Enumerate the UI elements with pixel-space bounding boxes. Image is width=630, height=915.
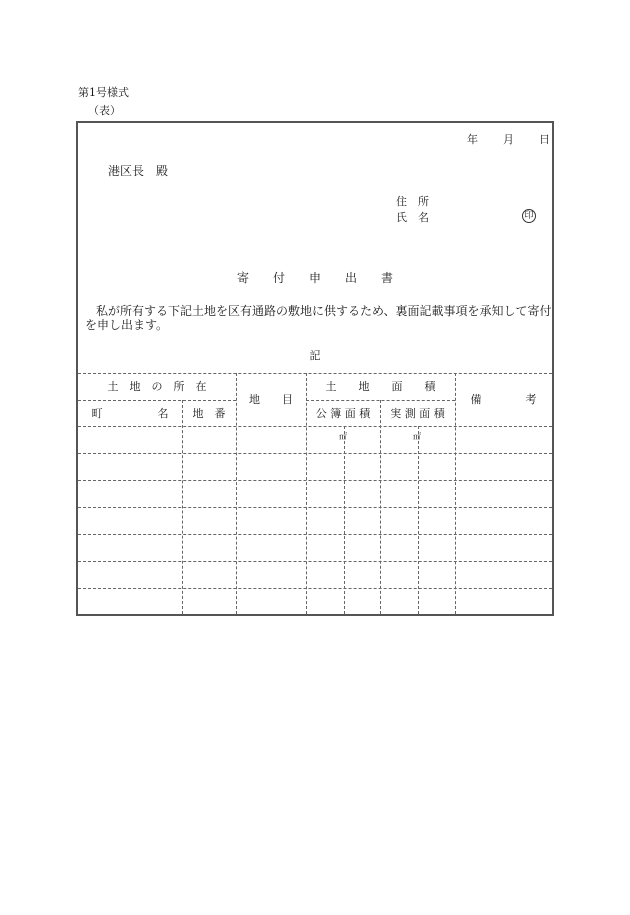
body-text-line1: 私が所有する下記土地を区有通路の敷地に供するため、裏面記載事項を承知して寄付 — [96, 304, 552, 318]
unit-official-area: ㎡ — [339, 432, 347, 441]
body-text-line2: を申し出ます。 — [85, 318, 169, 332]
table-row-line-4 — [78, 534, 552, 535]
header-lot-number: 地 番 — [192, 407, 226, 420]
form-side-label: （表） — [88, 104, 121, 117]
address-label: 住 所 — [396, 195, 429, 208]
addressee: 港区長 殿 — [108, 164, 169, 178]
table-header-mid-line-left — [78, 400, 236, 401]
document-title: 寄 付 申 出 書 — [236, 271, 393, 285]
form-number: 第1号様式 — [78, 86, 129, 99]
ki-label: 記 — [309, 349, 321, 362]
table-row-line-2 — [78, 480, 552, 481]
date-year-label: 年 — [467, 133, 478, 146]
table-col-line-actual-sub — [418, 426, 419, 614]
header-actual-area: 実 測 面 積 — [390, 407, 445, 420]
header-land-location: 土 地 の 所 在 — [107, 380, 207, 393]
header-remarks: 備 考 — [470, 393, 537, 406]
table-row-line-1 — [78, 453, 552, 454]
table-top-border — [78, 373, 552, 374]
table-row-line-5 — [78, 561, 552, 562]
unit-actual-area: ㎡ — [413, 432, 421, 441]
table-row-line-6 — [78, 588, 552, 589]
table-col-line-lot-chimoku — [236, 373, 237, 614]
name-label: 氏 名 — [396, 211, 429, 224]
header-chimoku: 地 目 — [249, 393, 293, 406]
header-town-name: 町 名 — [91, 407, 169, 420]
table-col-line-official-actual — [380, 400, 381, 614]
table-row-line-3 — [78, 507, 552, 508]
header-official-area: 公 簿 面 積 — [315, 407, 371, 420]
table-col-line-area-remarks — [455, 373, 456, 614]
table-col-line-official-sub — [344, 426, 345, 614]
header-land-area: 土 地 面 積 — [325, 380, 436, 393]
date-month-label: 月 — [503, 133, 514, 146]
date-day-label: 日 — [539, 133, 550, 146]
form-frame — [76, 121, 554, 616]
table-header-bottom-line — [78, 426, 552, 427]
table-col-line-town-lot — [182, 400, 183, 614]
seal-mark: 印 — [522, 209, 536, 223]
